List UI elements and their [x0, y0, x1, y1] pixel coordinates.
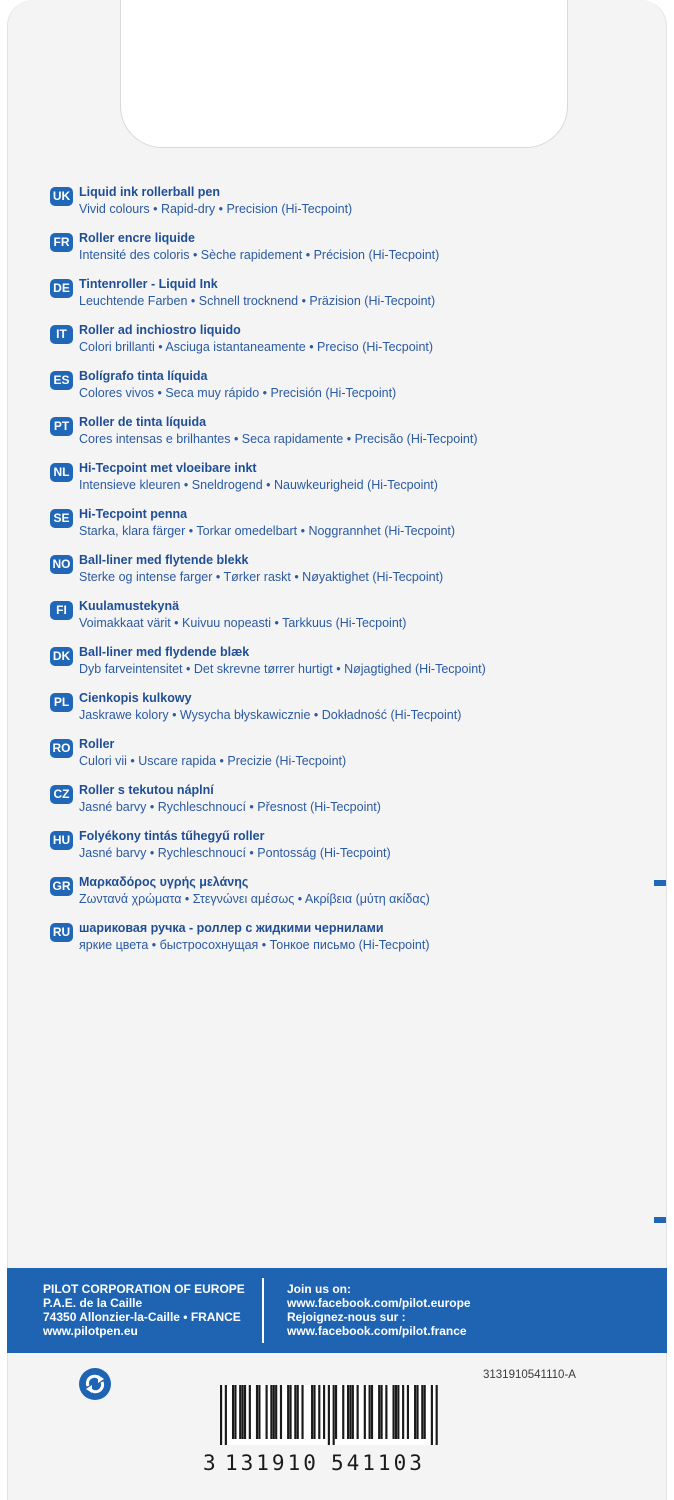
- lang-code-badge: GR: [50, 877, 73, 896]
- barcode-bar: [273, 1385, 275, 1439]
- company-address: [43, 1282, 245, 1338]
- lang-item-it: [50, 322, 610, 368]
- lang-item-uk: [50, 184, 610, 230]
- lang-description: Vivid colours • Rapid-dry • Precision (Hi-Tecpoint): [79, 202, 353, 216]
- barcode-bar: [369, 1385, 371, 1439]
- barcode-bar: [249, 1385, 251, 1439]
- lang-item-ro: [50, 736, 610, 782]
- lang-item-dk: [50, 644, 610, 690]
- company-website: www.pilotpen.eu: [43, 1324, 138, 1338]
- barcode-bar: [414, 1385, 416, 1439]
- barcode-bar: [378, 1385, 380, 1439]
- lang-title: Μαρκαδόρος υγρής μελάνης: [79, 875, 249, 889]
- edge-print-mark: [654, 1217, 666, 1223]
- barcode-bar: [335, 1385, 337, 1439]
- barcode-bar: [232, 1385, 234, 1439]
- barcode-bar: [352, 1385, 354, 1439]
- lang-code-badge: CZ: [50, 785, 73, 804]
- barcode: [220, 1385, 438, 1445]
- barcode-bar: [256, 1385, 258, 1439]
- barcode-left-digits: 131910: [225, 1451, 319, 1475]
- barcode-bar: [342, 1385, 344, 1439]
- lang-description: Voimakkaat värit • Kuivuu nopeasti • Tarkkuus (Hi-Tecpoint): [79, 616, 407, 630]
- lang-description: Starka, klara färger • Torkar omedelbart • Noggrannhet (Hi-Tecpoint): [79, 524, 456, 538]
- lang-code-badge: IT: [50, 325, 73, 344]
- company-address-line: P.A.E. de la Caille: [43, 1296, 143, 1310]
- barcode-bar: [385, 1385, 387, 1439]
- lang-code-badge: FI: [50, 601, 73, 620]
- lang-description: Jasné barvy • Rychleschnoucí • Přesnost (Hi-Tecpoint): [79, 800, 381, 814]
- barcode-bar: [294, 1385, 296, 1439]
- lang-title: Roller: [79, 737, 115, 751]
- lang-code-badge: FR: [50, 233, 73, 252]
- barcode-right-digits: 541103: [331, 1451, 425, 1475]
- hang-tab-cutout: [120, 0, 568, 148]
- lang-title: Tintenroller - Liquid Ink: [79, 277, 218, 291]
- lang-description: Ζωντανά χρώματα • Στεγνώνει αμέσως • Ακρίβεια (μύτη ακίδας): [79, 892, 430, 906]
- lang-description: яркие цвета • быстросохнущая • Тонкое письмо (Hi-Tecpoint): [79, 938, 430, 952]
- barcode-bar: [244, 1385, 246, 1439]
- social-link: www.facebook.com/pilot.france: [287, 1324, 467, 1338]
- barcode-bar: [239, 1385, 241, 1439]
- barcode-bar: [364, 1385, 366, 1439]
- lang-code-badge: DK: [50, 647, 73, 666]
- lang-item-fi: [50, 598, 610, 644]
- barcode-bar: [318, 1385, 320, 1439]
- lang-title: Cienkopis kulkowy: [79, 691, 192, 705]
- lang-description: Culori vii • Uscare rapida • Precizie (Hi-Tecpoint): [79, 754, 347, 768]
- barcode-bar: [287, 1385, 289, 1439]
- lang-description: Cores intensas e brilhantes • Seca rapidamente • Precisão (Hi-Tecpoint): [79, 432, 478, 446]
- barcode-bar: [395, 1385, 397, 1439]
- lang-description: Colores vivos • Seca muy rápido • Precisión (Hi-Tecpoint): [79, 386, 397, 400]
- barcode-bar: [234, 1385, 236, 1439]
- lang-code-badge: UK: [50, 187, 73, 206]
- barcode-bar: [349, 1385, 351, 1439]
- barcode-bar: [431, 1385, 433, 1445]
- lang-title: Hi-Tecpoint met vloeibare inkt: [79, 461, 257, 475]
- social-links: [287, 1282, 471, 1338]
- social-link: www.facebook.com/pilot.europe: [287, 1296, 471, 1310]
- barcode-bar: [258, 1385, 260, 1439]
- barcode-bar: [347, 1385, 349, 1439]
- lang-description: Dyb farveintensitet • Det skrevne tørrer hurtigt • Nøjagtighed (Hi-Tecpoint): [79, 662, 486, 676]
- barcode-bar: [266, 1385, 268, 1439]
- lang-title: Roller de tinta líquida: [79, 415, 207, 429]
- lang-title: Kuulamustekynä: [79, 599, 180, 613]
- barcode-bar: [242, 1385, 244, 1439]
- footer-band: [7, 1268, 667, 1353]
- barcode-bar: [402, 1385, 404, 1439]
- barcode-bar: [313, 1385, 315, 1439]
- lang-item-es: [50, 368, 610, 414]
- barcode-bar: [328, 1385, 330, 1445]
- lang-title: Liquid ink rollerball pen: [79, 185, 220, 199]
- barcode-bar: [392, 1385, 394, 1439]
- lang-title: Bolígrafo tinta líquida: [79, 369, 208, 383]
- item-code: 3131910541110-A: [483, 1369, 576, 1381]
- barcode-bar: [275, 1385, 277, 1439]
- lang-item-se: [50, 506, 610, 552]
- barcode-bar: [289, 1385, 291, 1439]
- company-name: PILOT CORPORATION OF EUROPE: [43, 1282, 245, 1296]
- lang-item-ru: [50, 920, 610, 966]
- barcode-bar: [357, 1385, 359, 1439]
- lang-item-fr: [50, 230, 610, 276]
- lang-code-badge: PL: [50, 693, 73, 712]
- lang-title: Roller s tekutou náplní: [79, 783, 214, 797]
- barcode-bar: [397, 1385, 399, 1439]
- lang-code-badge: NL: [50, 463, 73, 482]
- lang-description: Intensité des coloris • Sèche rapidement • Précision (Hi-Tecpoint): [79, 248, 440, 262]
- barcode-bar: [225, 1385, 227, 1445]
- footer-divider: [262, 1278, 264, 1343]
- barcode-bar: [220, 1385, 222, 1445]
- barcode-bar: [297, 1385, 299, 1439]
- barcode-bar: [311, 1385, 313, 1439]
- lang-description: Sterke og intense farger • Tørker raskt • Nøyaktighet (Hi-Tecpoint): [79, 570, 444, 584]
- lang-item-de: [50, 276, 610, 322]
- social-heading: Rejoignez-nous sur :: [287, 1310, 406, 1324]
- lang-item-cz: [50, 782, 610, 828]
- lang-title: Ball-liner med flydende blæk: [79, 645, 250, 659]
- barcode-bar: [270, 1385, 272, 1439]
- barcode-bar: [371, 1385, 373, 1439]
- lang-code-badge: DE: [50, 279, 73, 298]
- barcode-bar: [407, 1385, 409, 1439]
- lang-title: Roller encre liquide: [79, 231, 196, 245]
- lang-item-pl: [50, 690, 610, 736]
- lang-title: шариковая ручка - роллер с жидкими чернилами: [79, 921, 384, 935]
- lang-item-pt: [50, 414, 610, 460]
- barcode-bar: [280, 1385, 282, 1439]
- lang-code-badge: PT: [50, 417, 73, 436]
- lang-title: Roller ad inchiostro liquido: [79, 323, 241, 337]
- lang-code-badge: SE: [50, 509, 73, 528]
- lang-item-hu: [50, 828, 610, 874]
- barcode-bar: [323, 1385, 325, 1439]
- lang-description: Intensieve kleuren • Sneldrogend • Nauwkeurigheid (Hi-Tecpoint): [79, 478, 438, 492]
- barcode-bar: [436, 1385, 438, 1445]
- barcode-bar: [416, 1385, 418, 1439]
- lang-description: Jasné barvy • Rychleschnoucí • Pontosság (Hi-Tecpoint): [79, 846, 391, 860]
- lang-code-badge: RO: [50, 739, 73, 758]
- lang-code-badge: NO: [50, 555, 73, 574]
- lang-item-gr: [50, 874, 610, 920]
- barcode-digits: [203, 1451, 443, 1475]
- language-list: [50, 184, 610, 966]
- lang-title: Ball-liner med flytende blekk: [79, 553, 249, 567]
- barcode-bar: [421, 1385, 423, 1439]
- lang-item-no: [50, 552, 610, 598]
- barcode-bar: [424, 1385, 426, 1439]
- barcode-bar: [333, 1385, 335, 1445]
- lang-title: Hi-Tecpoint penna: [79, 507, 188, 521]
- lang-description: Leuchtende Farben • Schnell trocknend • Präzision (Hi-Tecpoint): [79, 294, 436, 308]
- lang-code-badge: ES: [50, 371, 73, 390]
- barcode-bar: [301, 1385, 303, 1439]
- social-heading: Join us on:: [287, 1282, 351, 1296]
- barcode-first-digit: 3: [203, 1451, 219, 1475]
- lang-code-badge: RU: [50, 923, 73, 942]
- edge-print-mark: [654, 880, 666, 886]
- recycle-icon: [78, 1367, 112, 1401]
- lang-title: Folyékony tintás tűhegyű roller: [79, 829, 265, 843]
- lang-description: Colori brillanti • Asciuga istantaneamente • Preciso (Hi-Tecpoint): [79, 340, 434, 354]
- lang-item-nl: [50, 460, 610, 506]
- company-address-line: 74350 Allonzier-la-Caille • FRANCE: [43, 1310, 241, 1324]
- barcode-bar: [381, 1385, 383, 1439]
- lang-description: Jaskrawe kolory • Wysycha błyskawicznie • Dokładność (Hi-Tecpoint): [79, 708, 462, 722]
- lang-code-badge: HU: [50, 831, 73, 850]
